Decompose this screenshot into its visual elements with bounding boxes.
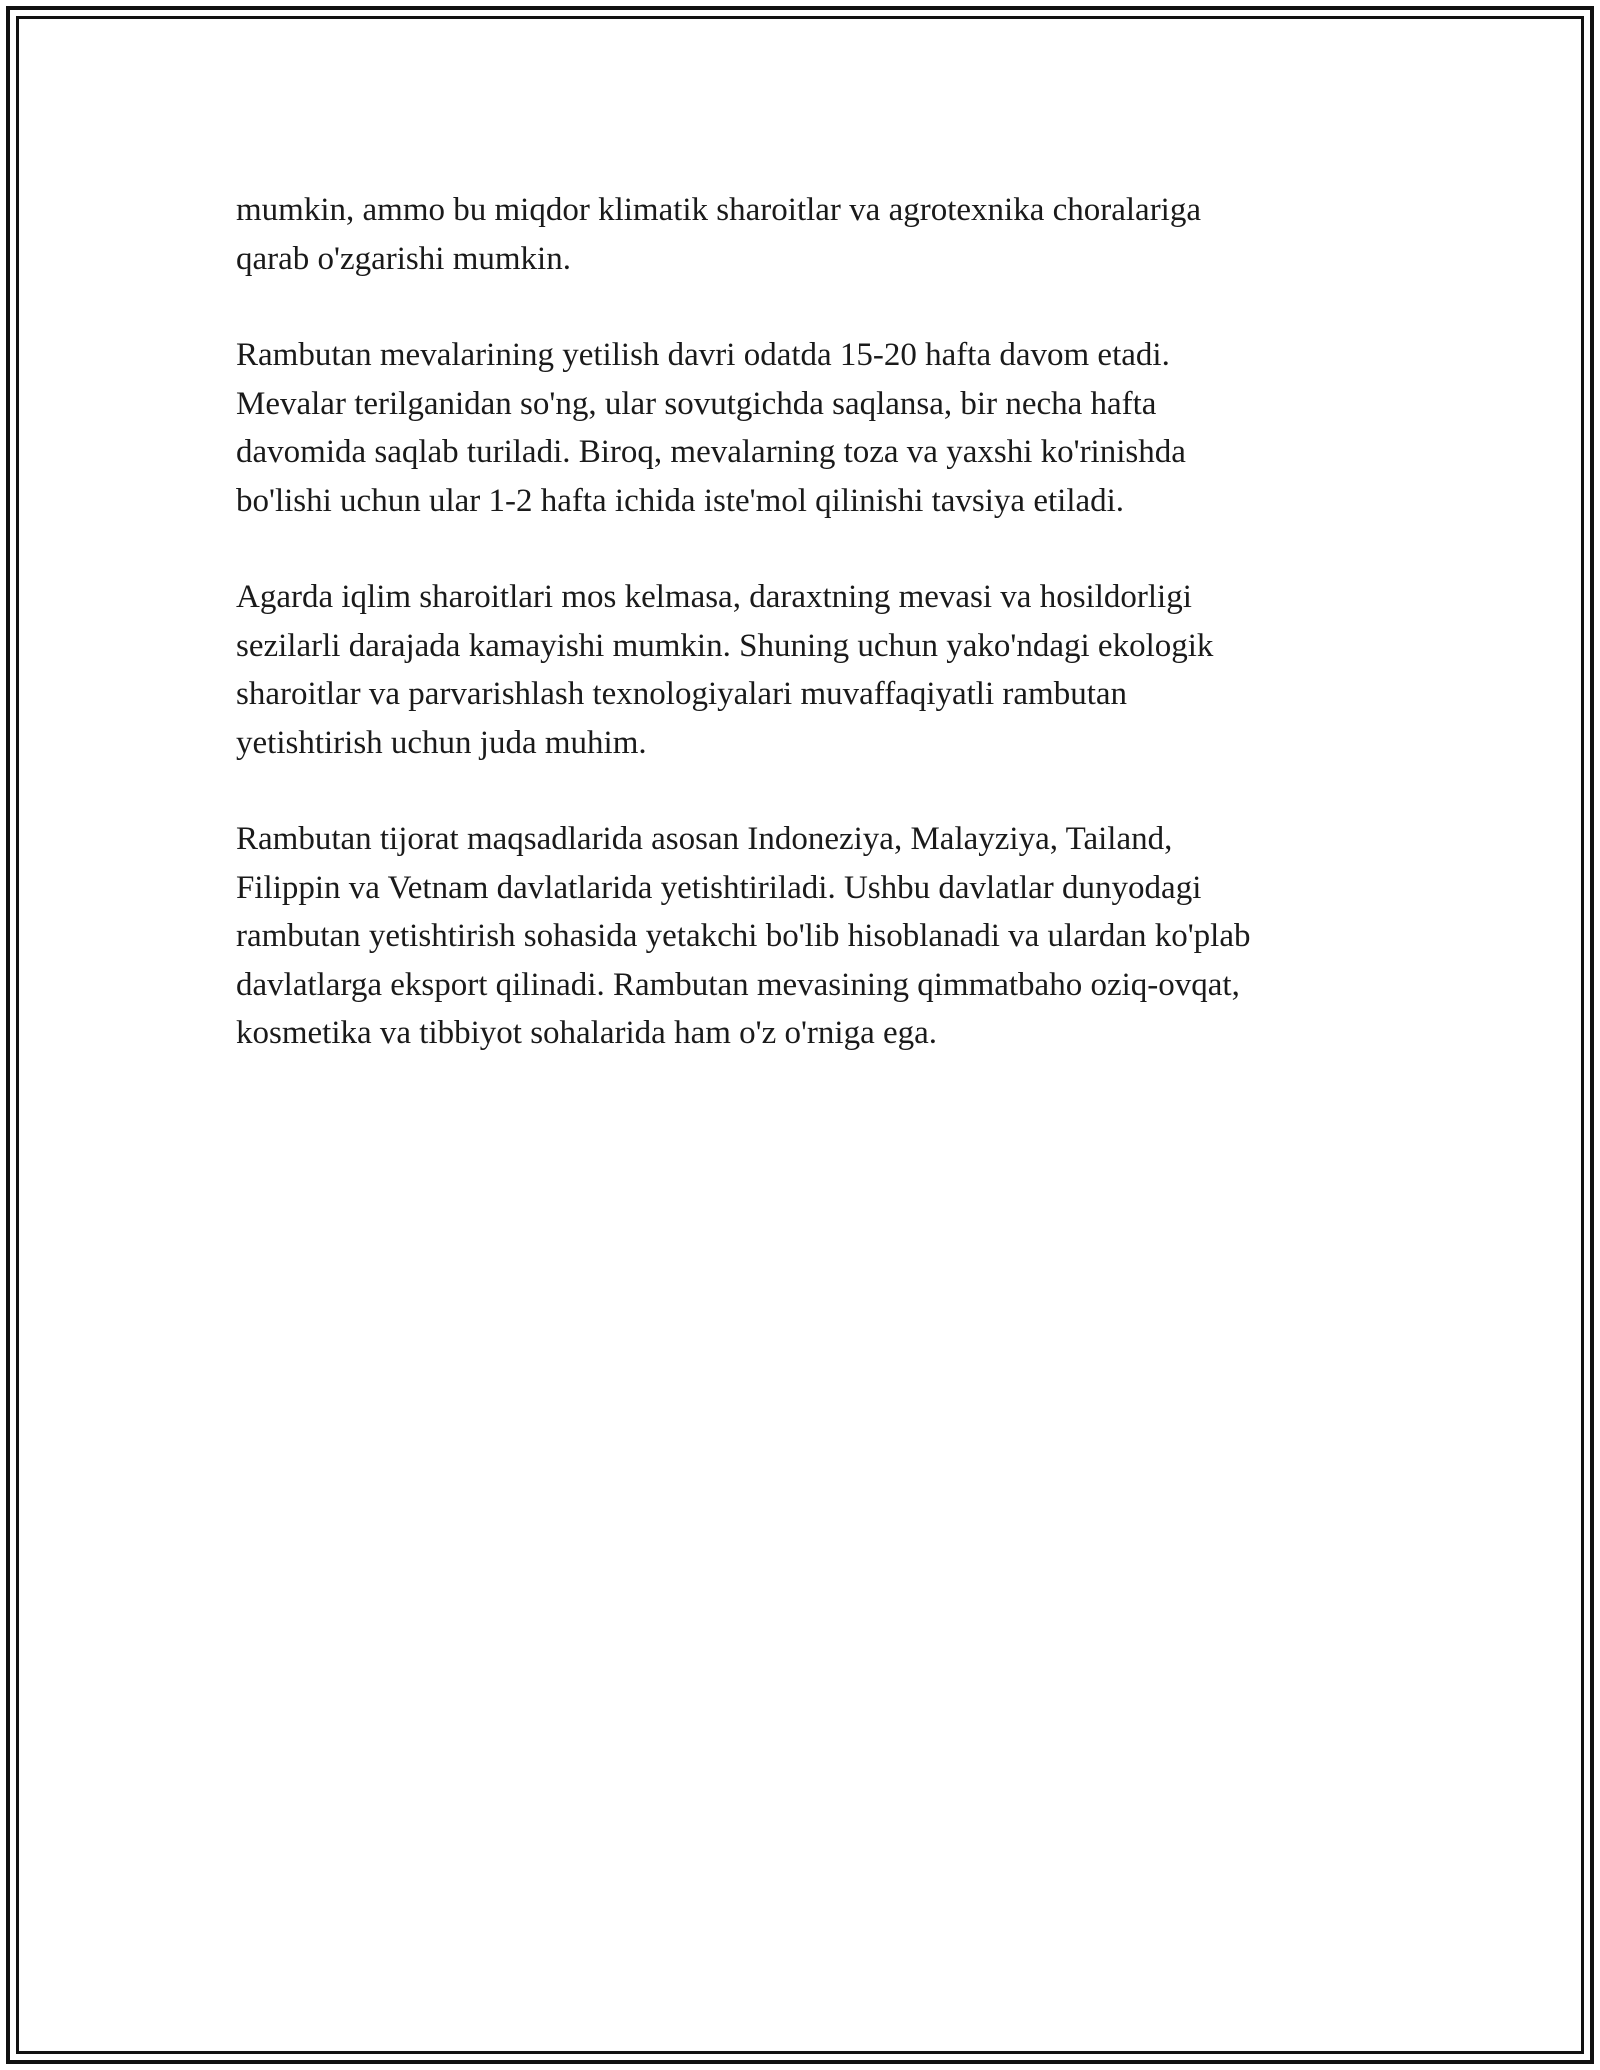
paragraph-ripening-storage: Rambutan mevalarining yetilish davri odatda 15-20 hafta davom etadi. Mevalar terilganidan so'ng, ular sovutgichda saqlansa, bir necha hafta davomida saqlab turiladi. Biroq, mevalarning toza va yaxshi ko'rinishda bo'lishi uchun ular 1-2 hafta ichida iste'mol qilinishi tavsiya etiladi. xyxy=(236,337,1186,519)
paragraph-climate-yield: mumkin, ammo bu miqdor klimatik sharoitlar va agrotexnika choralariga qarab o'zgarishi mumkin. xyxy=(236,192,1201,277)
paragraph-climate-conditions: Agarda iqlim sharoitlari mos kelmasa, daraxtning mevasi va hosildorligi sezilarli darajada kamayishi mumkin. Shuning uchun yako'ndagi ekologik sharoitlar va parvarishlash texnologiyalari muvaffaqiyatli rambutan yetishtirish uchun juda muhim. xyxy=(236,579,1214,761)
document-body xyxy=(236,186,1376,1106)
paragraph-commercial-cultivation: Rambutan tijorat maqsadlarida asosan Indoneziya, Malayziya, Tailand, Filippin va Vetnam davlatlarida yetishtiriladi. Ushbu davlatlar dunyodagi rambutan yetishtirish sohasida yetakchi bo'lib hisoblanadi va ulardan ko'plab davlatlarga eksport qilinadi. Rambutan mevasining qimmatbaho oziq-ovqat, kosmetika va tibbiyot sohalarida ham o'z o'rniga ega. xyxy=(236,821,1251,1051)
